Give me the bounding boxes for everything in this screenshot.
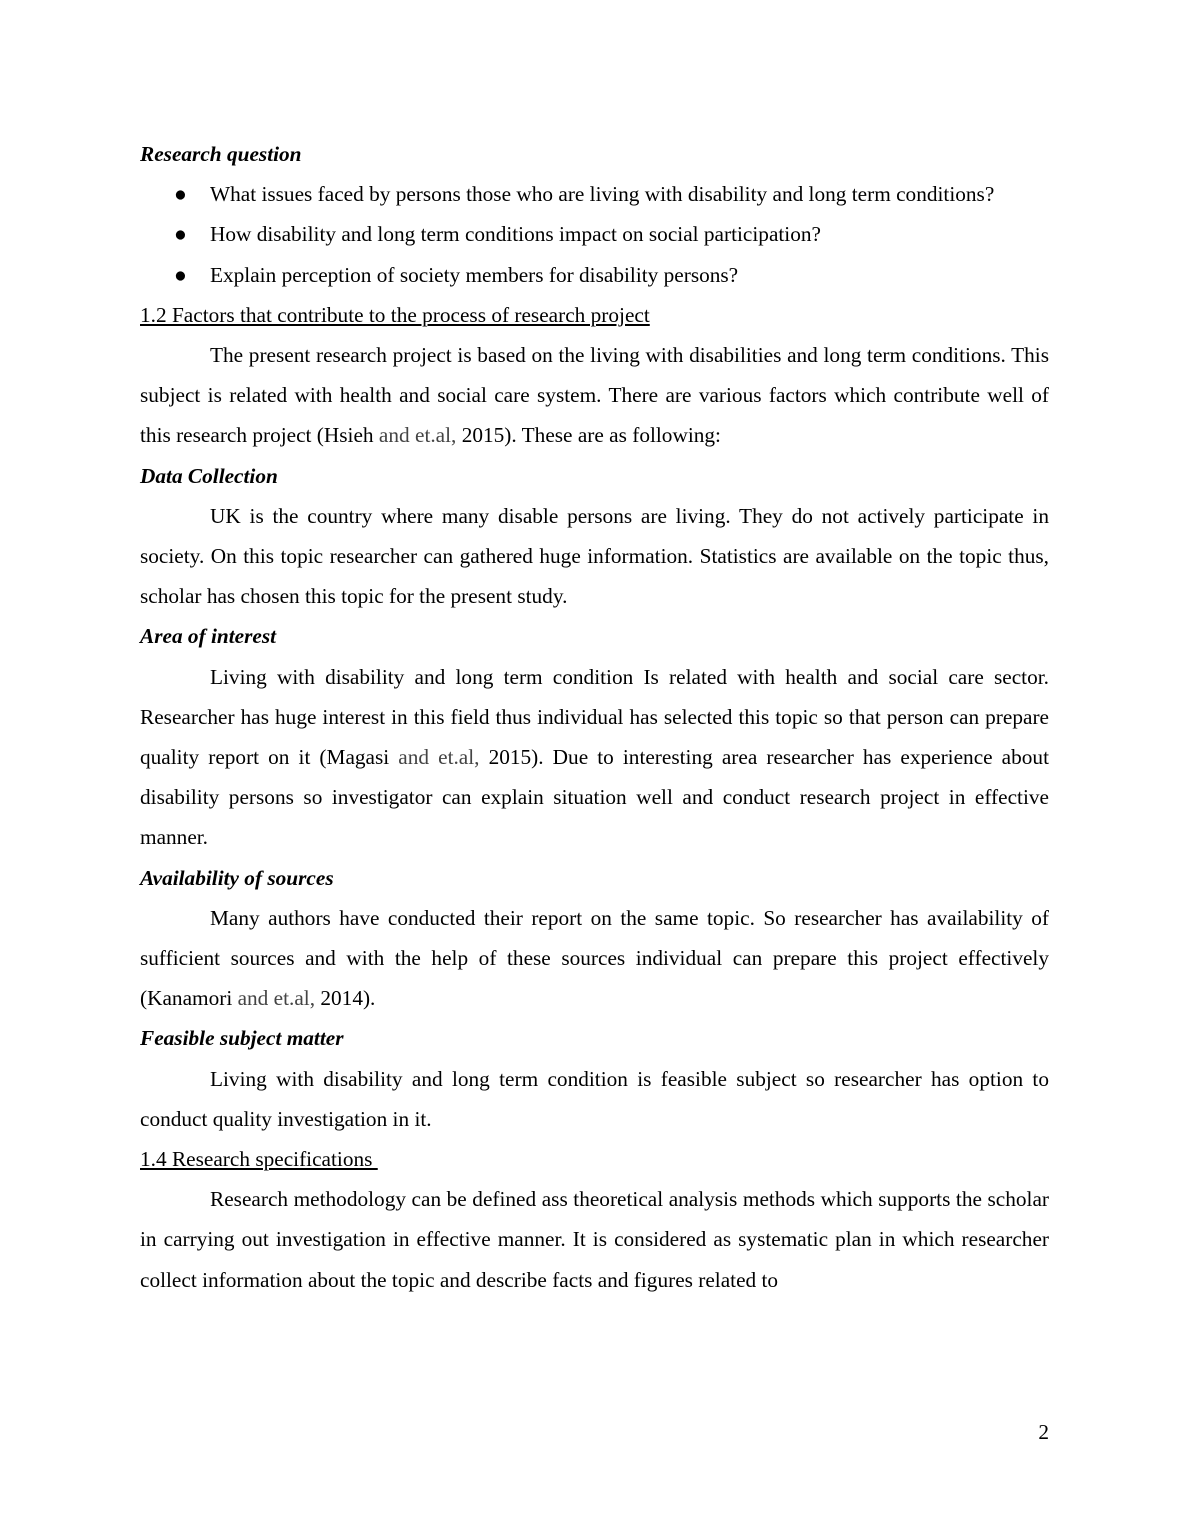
area-of-interest-paragraph bbox=[140, 657, 1049, 858]
feasible-paragraph: Living with disability and long term condition is feasible subject so researcher has option to conduct quality investigation in it. bbox=[140, 1066, 1049, 1131]
paragraph-text: 2015). These are as following: bbox=[456, 423, 721, 448]
data-collection-paragraph: UK is the country where many disable persons are living. They do not actively participate in society. On this topic researcher can gathered huge information. Statistics are available on the topic thus, scholar has chosen this topic for the present study. bbox=[140, 503, 1049, 609]
bullet-icon: ● bbox=[174, 182, 187, 207]
document-page bbox=[140, 134, 1049, 1300]
availability-heading: Availability of sources bbox=[140, 865, 334, 890]
area-of-interest-heading: Area of interest bbox=[140, 624, 277, 649]
specifications-heading: 1.4 Research specifications bbox=[140, 1147, 378, 1172]
list-item-text: What issues faced by persons those who are living with disability and long term conditions? bbox=[210, 182, 995, 207]
citation: and et.al, bbox=[232, 986, 316, 1011]
data-collection-heading: Data Collection bbox=[140, 463, 278, 488]
feasible-heading: Feasible subject matter bbox=[140, 1026, 344, 1051]
list-item bbox=[140, 255, 1049, 295]
list-item-text: Explain perception of society members for disability persons? bbox=[210, 262, 739, 287]
list-item bbox=[140, 214, 1049, 254]
research-question-heading: Research question bbox=[140, 142, 302, 166]
paragraph-text: Many authors have conducted their report on the same topic. So researcher has availability of sufficient sources and with the help of these sources individual can prepare this project effectively (Kanamori bbox=[140, 905, 1049, 1011]
list-item-text: How disability and long term conditions impact on social participation? bbox=[210, 222, 821, 247]
citation: and et.al, bbox=[389, 745, 480, 770]
factors-heading: 1.2 Factors that contribute to the process of research project bbox=[140, 302, 650, 327]
factors-paragraph bbox=[140, 335, 1049, 456]
bullet-icon: ● bbox=[174, 222, 187, 247]
paragraph-text: 2015). Due to interesting area researcher has experience about disability persons so investigator can explain situation well and conduct research project in effective manner. bbox=[140, 745, 1049, 850]
page-number: 2 bbox=[1038, 1420, 1049, 1444]
paragraph-text: 2014). bbox=[315, 986, 376, 1011]
list-item bbox=[140, 174, 1049, 214]
paragraph-text: Living with disability and long term condition Is related with health and social care sector. Researcher has huge interest in this field thus individual has selected this topic so that person can prepare quality report on it (Magasi bbox=[140, 664, 1049, 770]
availability-paragraph bbox=[140, 898, 1049, 1019]
research-question-list bbox=[140, 174, 1049, 295]
paragraph-text: The present research project is based on the living with disabilities and long term conditions. This subject is related with health and social care system. There are various factors which contribute well of this research project (Hsieh bbox=[140, 343, 1049, 448]
bullet-icon: ● bbox=[174, 262, 187, 287]
citation: and et.al, bbox=[373, 423, 457, 448]
specifications-paragraph: Research methodology can be defined ass theoretical analysis methods which supports the scholar in carrying out investigation in effective manner. It is considered as systematic plan in which researcher collect information about the topic and describe facts and figures related to bbox=[140, 1187, 1049, 1292]
